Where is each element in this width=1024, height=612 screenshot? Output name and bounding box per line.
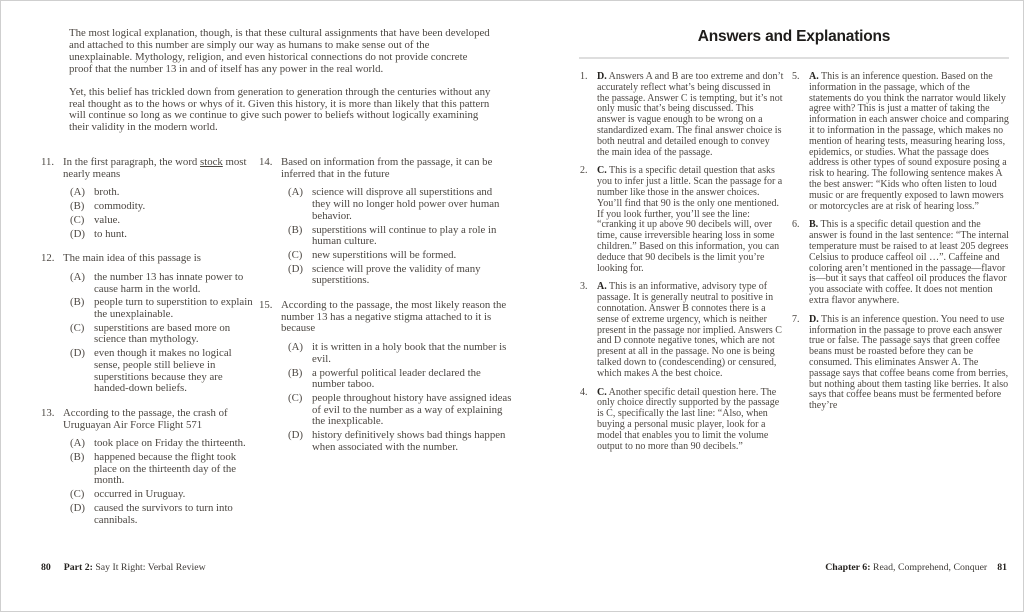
answer-text: D. This is an inference question. You need to use information in the passage to prove each answer true or false. The passage says that green coffee beans must be roasted before they can be consumed. This eliminates Answer A. The passage says that coffee beans come from berries, but nothing about them tasting like berries. It also says that coffee beans must be fermented before they’re — [809, 313, 1009, 412]
option-letter: (A) — [70, 186, 85, 199]
question-number: 13. — [41, 406, 55, 419]
answer-letter: B. — [809, 219, 819, 231]
answer-7 — [792, 315, 1009, 412]
right-page-footer — [579, 562, 1007, 573]
option-text: it is written in a holy book that the number is evil. — [312, 341, 507, 365]
answer-letter: C. — [597, 386, 607, 398]
answer-letter: A. — [809, 71, 819, 82]
option-letter: (C) — [288, 391, 303, 404]
option-text: a powerful political leader declared the number taboo. — [312, 366, 481, 391]
option-text: superstitions are based more on science than mythology. — [94, 321, 231, 346]
question-11 — [41, 157, 255, 240]
option-B — [70, 452, 255, 487]
answer-number: 5. — [792, 71, 800, 82]
answer-3 — [580, 282, 784, 379]
option-letter: (B) — [288, 366, 303, 379]
question-head — [41, 253, 255, 265]
stem-text: In the first paragraph, the word — [63, 156, 201, 168]
option-D — [70, 503, 255, 526]
option-letter: (A) — [288, 186, 303, 199]
option-C — [70, 489, 255, 501]
answer-5 — [792, 72, 1009, 212]
option-letter: (D) — [70, 227, 85, 240]
option-letter: (D) — [288, 429, 303, 442]
answer-letter: D. — [809, 313, 819, 325]
questions-column-1 — [41, 157, 255, 539]
answer-letter: C. — [597, 165, 607, 177]
answer-number: 1. — [580, 71, 588, 82]
stem-text: The main idea of this passage is — [63, 252, 201, 265]
option-text: commodity. — [94, 200, 146, 213]
question-stem — [63, 408, 255, 431]
question-12 — [41, 253, 255, 395]
option-C — [288, 393, 513, 428]
stem-text: According to the passage, the most likely reason the number 13 has a negative stigma attached to it is because — [281, 299, 507, 335]
answer-4 — [580, 388, 784, 453]
passage-paragraph: The most logical explanation, though, is that these cultural assignments that have been developed and attached to this number are simply our way as humans to make sense out of the unexplainable. Mythology, religion, and even historical connections do not provide concrete proof that the number 13 in and of itself has any power in the real world. — [69, 27, 490, 75]
answer-number: 3. — [580, 281, 588, 293]
answer-text: B. This is a specific detail question and the answer is found in the last sentence: “The internal temperature must be raised to at least 205 degrees Celsius to produce caffeol oil …”. Caffeine and coloring aren’t mentioned in the passage—flavor is—but it says that caffeol oil produces the flavor you associate with coffee. It does not mention extra flavor anywhere. — [809, 219, 1009, 306]
stem-text: Based on information from the passage, it can be inferred that in the future — [281, 156, 493, 180]
chapter-title: Read, Comprehend, Conquer — [872, 562, 988, 573]
option-text: to hunt. — [94, 227, 127, 240]
option-B — [70, 201, 255, 213]
question-stem — [63, 157, 255, 180]
answers-column-2 — [792, 72, 1009, 460]
question-13 — [41, 408, 255, 526]
answer-letter: D. — [597, 71, 607, 82]
option-letter: (C) — [70, 321, 85, 334]
option-letter: (C) — [70, 488, 85, 501]
option-text: science will disprove all superstitions and they will no longer hold power over human behavior. — [312, 186, 500, 222]
left-page-number: 80 — [41, 562, 51, 573]
option-text: superstitions will continue to play a role in human culture. — [312, 223, 497, 248]
question-15 — [259, 300, 513, 453]
question-number: 15. — [259, 299, 273, 312]
option-text: broth. — [94, 186, 120, 199]
question-head — [259, 157, 513, 180]
answer-text: A. This is an informative, advisory type of passage. It is generally neutral to positive in connotation. Answer B connotes there is a sense of extreme urgency, which is neither present in the passage nor implied. Answers C and D connote negative tones, which are not present at all in the passage. No one is being talked down to (condescending) or censured, which makes A the best choice. — [597, 281, 782, 379]
option-A — [70, 187, 255, 199]
question-options — [70, 187, 255, 240]
question-stem — [281, 300, 513, 335]
option-text: value. — [94, 213, 121, 226]
option-text: people throughout history have assigned ideas of evil to the number as a way of explaining the inexplicable. — [312, 391, 512, 428]
question-head — [41, 408, 255, 431]
option-letter: (B) — [70, 451, 85, 464]
question-head — [41, 157, 255, 180]
option-letter: (A) — [70, 270, 85, 283]
passage-paragraph: Yet, this belief has trickled down from generation to generation through the centuries without any real thought as to the hows or whys of it. Given this history, it is more than likely that this pattern will continue so long as we continue to give such power to beliefs without logically examining their validity in the modern world. — [69, 85, 491, 134]
option-B — [288, 225, 513, 248]
option-letter: (D) — [70, 347, 85, 360]
question-options — [288, 342, 513, 453]
option-letter: (B) — [70, 200, 85, 213]
answer-number: 6. — [792, 219, 800, 231]
question-options — [70, 438, 255, 526]
option-A — [70, 438, 255, 450]
option-text: took place on Friday the thirteenth. — [94, 437, 246, 450]
question-stem — [63, 253, 255, 265]
option-B — [288, 368, 513, 391]
answers-header: Answers and Explanations — [697, 28, 891, 45]
part-label: Part 2: — [63, 562, 93, 573]
answer-number: 2. — [580, 165, 588, 177]
question-head — [259, 300, 513, 335]
option-C — [70, 215, 255, 227]
question-14 — [259, 157, 513, 287]
option-text: happened because the flight took place on the thirteenth day of the month. — [94, 451, 237, 487]
question-number: 14. — [259, 156, 273, 168]
answers-column-1 — [580, 72, 784, 460]
option-letter: (D) — [288, 262, 303, 275]
answer-6 — [792, 220, 1009, 306]
question-number: 12. — [41, 252, 55, 265]
option-letter: (B) — [288, 223, 303, 236]
option-letter: (D) — [70, 501, 85, 514]
right-page-number: 81 — [997, 562, 1007, 573]
option-letter: (B) — [70, 296, 85, 309]
option-text: new superstitions will be formed. — [312, 248, 457, 261]
answer-text: A. This is an inference question. Based on the information in the passage, which of the statements do you think the narrator would likely agree with? This is just a matter of taking the information in each answer choice and comparing it to information in the passage, which makes no mention of hearing tests, measuring hearing loss, epidemics, or studies. What the passage does address is other types of sound exposure posing a risk to hearing. The following sentence makes A the best answer: “Kids who often listen to loud music or are frequently exposed to lawn mowers or motorcycles are at risk of hearing loss.” — [809, 71, 1009, 212]
question-number: 11. — [41, 156, 55, 168]
left-page-footer — [41, 562, 206, 573]
header-rule — [579, 57, 1009, 59]
chapter-label: Chapter 6: — [825, 562, 871, 573]
option-text: the number 13 has innate power to cause harm in the world. — [94, 270, 244, 295]
option-B — [70, 297, 255, 320]
option-text: caused the survivors to turn into cannibals. — [94, 501, 233, 526]
option-A — [70, 272, 255, 295]
option-text: people turn to superstition to explain the unexplainable. — [94, 296, 253, 321]
answer-1 — [580, 72, 784, 158]
option-text: even though it makes no logical sense, people still believe in superstitions because they are handed-down beliefs. — [94, 347, 232, 395]
answer-text: D. Answers A and B are too extreme and don’t accurately reflect what’s being discussed in the passage. Answer C is tempting, but it’s not only music that’s being discussed. This answer is vague enough to be wrong on a standardized exam. The final answer choice is both neutral and detailed enough to convey the main idea of the passage. — [597, 71, 784, 158]
question-stem — [281, 157, 513, 180]
option-text: science will prove the validity of many superstitions. — [312, 262, 481, 287]
answer-number: 4. — [580, 386, 588, 398]
option-A — [288, 187, 513, 222]
option-D — [288, 430, 513, 453]
option-text: history definitively shows bad things happen when associated with the number. — [312, 429, 506, 453]
answer-letter: A. — [597, 281, 607, 293]
answer-text: C. Another specific detail question here. The only choice directly supported by the passage is C, specifically the last line: “Also, when buying a personal music player, look for a model that enables you to limit the volume output to no more than 90 decibels.” — [597, 386, 780, 452]
question-options — [70, 272, 255, 395]
option-letter: (A) — [70, 437, 85, 450]
questions-column-2 — [259, 157, 513, 539]
option-C — [288, 250, 513, 262]
option-D — [288, 264, 513, 287]
option-D — [70, 348, 255, 395]
answers-section — [580, 72, 1009, 460]
option-A — [288, 342, 513, 365]
option-C — [70, 323, 255, 346]
question-options — [288, 187, 513, 287]
option-letter: (A) — [288, 341, 303, 354]
stem-text: most nearly means — [63, 156, 247, 180]
answer-number: 7. — [792, 313, 800, 325]
passage-text — [69, 28, 493, 145]
option-letter: (C) — [70, 213, 85, 226]
option-text: occurred in Uruguay. — [94, 488, 186, 501]
stem-text: According to the passage, the crash of Uruguayan Air Force Flight 571 — [63, 406, 228, 431]
answer-text: C. This is a specific detail question that asks you to infer just a little. Scan the passage for a number like those in the answer choices. You’ll find that 90 is the only one mentioned. If you look further, you’ll see the line: “cranking it up above 90 decibels will, over time, cause irreversible hearing loss in some children.” Based on this information, you can deduce that 90 decibels is the limit you’re looking for. — [597, 165, 783, 274]
answer-2 — [580, 166, 784, 274]
option-D — [70, 229, 255, 241]
option-letter: (C) — [288, 248, 303, 261]
part-title: Say It Right: Verbal Review — [95, 562, 206, 573]
questions-section — [41, 157, 513, 539]
underlined-word: stock — [200, 156, 223, 168]
